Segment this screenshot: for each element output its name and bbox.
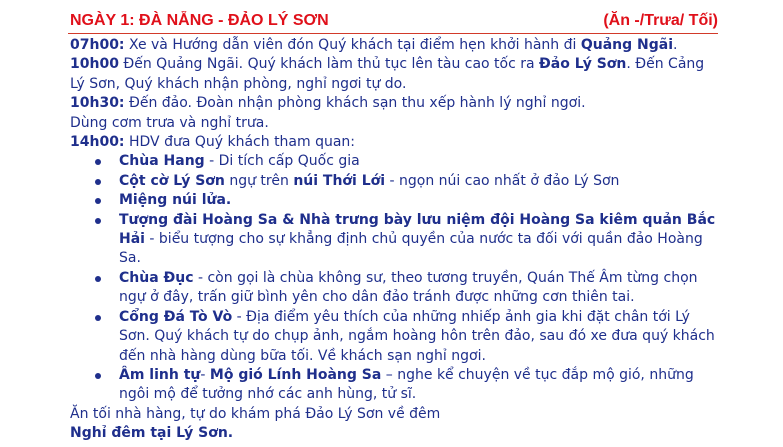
list-item — [70, 366, 720, 405]
place-description: - Di tích cấp Quốc gia — [204, 153, 360, 170]
schedule-text: Đến Quảng Ngãi. Quý khách làm thủ tục lên tàu cao tốc ra — [118, 56, 540, 73]
itinerary-content — [70, 36, 720, 444]
place-name: Mộ gió Lính Hoàng Sa — [209, 366, 382, 383]
place-description: - biểu tượng cho sự khẳng định chủ quyền của nước ta đối với quần đảo Hoàng Sa. — [119, 231, 703, 267]
place-name: Âm linh tự — [119, 366, 201, 383]
list-item — [70, 191, 720, 210]
schedule-0700 — [70, 36, 720, 55]
place-description: ngự trên — [224, 172, 294, 189]
time-label: 14h00: — [70, 134, 125, 151]
schedule-text: Đến đảo. Đoàn nhận phòng khách sạn thu xếp hành lý nghỉ ngơi. — [124, 95, 586, 112]
place-name: Chùa Đục — [119, 269, 194, 286]
place-description: - — [200, 366, 210, 383]
place-description: – nghe kể chuyện về tục đắp mộ gió, những ngôi mộ để tưởng nhớ các anh hùng, tử sĩ. — [119, 366, 694, 403]
schedule-text: HDV đưa Quý khách tham quan: — [124, 134, 356, 151]
list-item — [70, 211, 720, 269]
place-name: Chùa Hang — [119, 153, 205, 170]
schedule-1000 — [70, 55, 720, 94]
place-name: Cột cờ Lý Sơn — [119, 172, 225, 189]
list-item — [70, 308, 720, 366]
destination-name: Quảng Ngãi — [580, 37, 674, 53]
dinner-note: Ăn tối nhà hàng, tự do khám phá Đảo Lý Sơn về đêm — [70, 405, 441, 422]
place-name: Cổng Đá Tò Vò — [119, 308, 233, 325]
meals-label: (Ăn -/Trưa/ Tối) — [603, 12, 718, 29]
schedule-text: Xe và Hướng dẫn viên đón Quý khách tại điểm hẹn khởi hành đi — [124, 37, 581, 53]
sightseeing-list — [70, 152, 720, 404]
schedule-text: . Đến Cảng Lý Sơn, Quý khách nhận phòng, nghỉ ngơi tự do. — [70, 56, 705, 92]
schedule-text: . — [673, 37, 678, 53]
list-item — [70, 269, 720, 308]
schedule-1400 — [70, 133, 720, 152]
place-description: - Địa điểm yêu thích của những nhiếp ảnh gia khi đặt chân tới Lý Sơn. Quý khách tự do chụp ảnh, ngắm hoàng hôn trên đảo, sau đó xe đưa quý khách đến nhà hàng dùng bữa tối. Về khách sạn nghỉ ngơi. — [119, 308, 715, 364]
place-name: Tượng đài Hoàng Sa & Nhà trưng bày lưu niệm đội Hoàng Sa kiêm quản Bắc Hải — [119, 211, 716, 248]
place-description: - còn gọi là chùa không sư, theo tương truyền, Quán Thế Âm từng chọn ngự ở đây, trấn giữ bình yên cho dân đảo tránh được những cơn thiên tai. — [119, 269, 698, 306]
time-label: 07h00: — [70, 37, 125, 53]
place-name: Miệng núi lửa. — [119, 192, 232, 209]
time-label: 10h30: — [70, 95, 125, 112]
day-title: NGÀY 1: ĐÀ NẴNG - ĐẢO LÝ SƠN — [70, 12, 329, 29]
time-label: 10h00 — [70, 56, 119, 73]
lunch-note: Dùng cơm trưa và nghỉ trưa. — [70, 114, 269, 131]
list-item — [70, 152, 720, 171]
schedule-1030 — [70, 94, 720, 113]
place-description: - ngọn núi cao nhất ở đảo Lý Sơn — [385, 172, 620, 189]
list-item — [70, 172, 720, 191]
overnight-note: Nghỉ đêm tại Lý Sơn. — [70, 425, 234, 442]
day-header — [68, 9, 718, 34]
place-name: núi Thới Lới — [293, 172, 386, 189]
destination-name: Đảo Lý Sơn — [539, 56, 627, 73]
